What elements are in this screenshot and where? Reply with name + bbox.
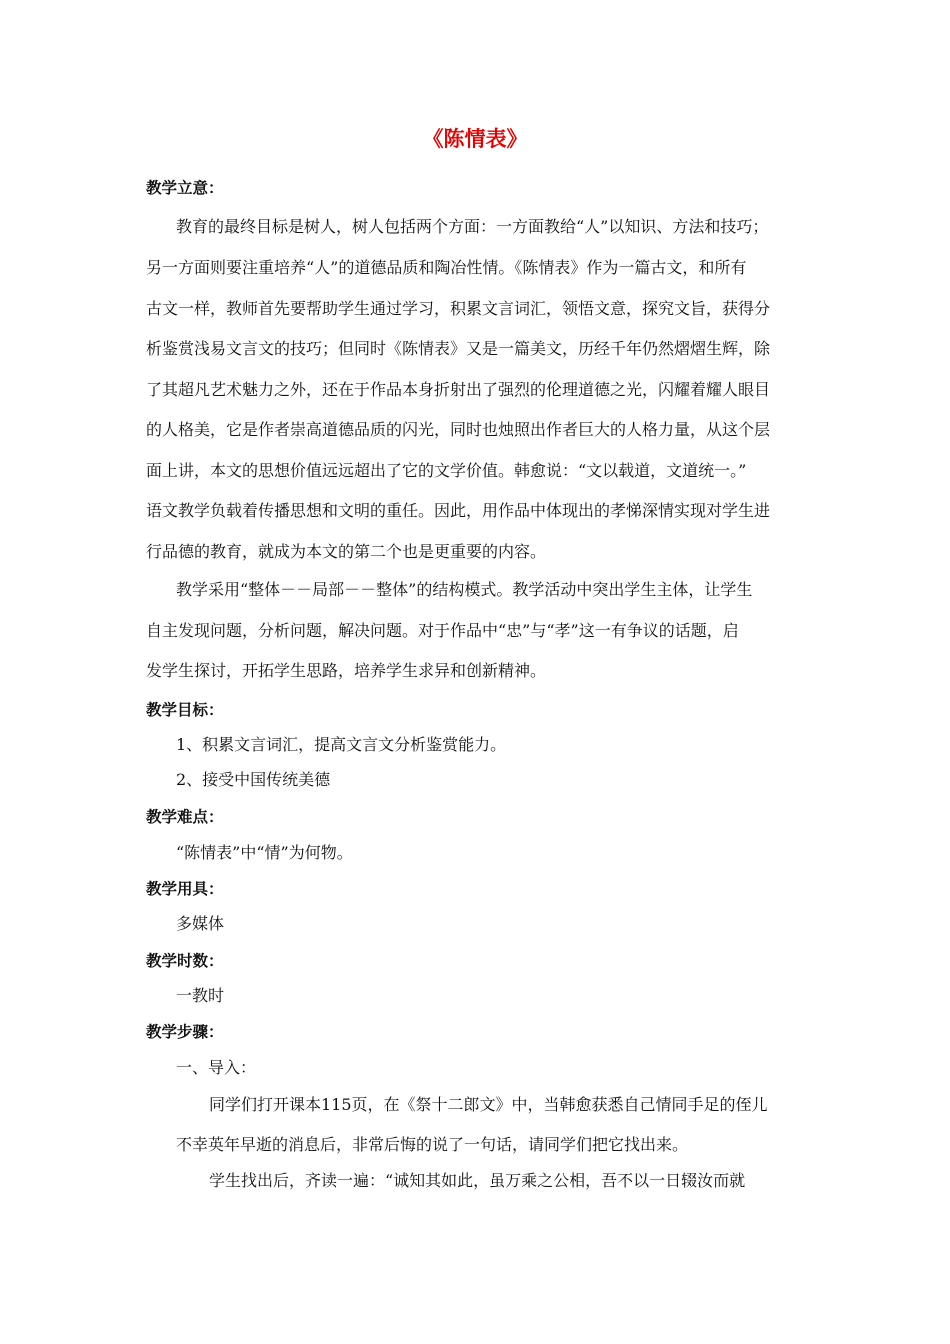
paragraph-line: 了其超凡艺术魅力之外，还在于作品本身折射出了强烈的伦理道德之光，闪耀着耀人眼目 — [146, 380, 771, 399]
paragraph-line: 同学们打开课本115页，在《祭十二郎文》中，当韩愈获悉自己情同手足的侄儿 — [209, 1095, 768, 1114]
document-title: 《陈情表》 — [422, 127, 528, 151]
section-heading-hours: 教学时数： — [146, 952, 224, 970]
section-heading-tools: 教学用具： — [146, 880, 224, 898]
paragraph-line: 析鉴赏浅易文言文的技巧；但同时《陈情表》又是一篇美文，历经千年仍然熠熠生辉，除 — [146, 339, 771, 358]
paragraph-line: 面上讲，本文的思想价值远远超出了它的文学价值。韩愈说：“文以载道，文道统一。” — [146, 461, 747, 480]
section-heading-steps: 教学步骤： — [146, 1023, 224, 1041]
hours-text: 一教时 — [176, 986, 225, 1005]
paragraph-line: 教育的最终目标是树人，树人包括两个方面：一方面教给“人”以知识、方法和技巧； — [176, 217, 769, 236]
difficulty-text: “陈情表”中“情”为何物。 — [176, 843, 353, 862]
paragraph-line: 自主发现问题，分析问题，解决问题。对于作品中“忠”与“孝”这一有争议的话题，启 — [146, 621, 739, 640]
paragraph-line: 古文一样，教师首先要帮助学生通过学习，积累文言词汇，领悟文意，探究文旨，获得分 — [146, 299, 771, 318]
paragraph-line: 行品德的教育，就成为本文的第二个也是更重要的内容。 — [146, 542, 547, 561]
paragraph-line: 学生找出后，齐读一遍：“诚知其如此，虽万乘之公相，吾不以一日辍汝而就 — [209, 1171, 746, 1190]
paragraph-line: 不幸英年早逝的消息后，非常后悔的说了一句话，请同学们把它找出来。 — [176, 1135, 689, 1154]
goal-item: 2、接受中国传统美德 — [176, 770, 331, 789]
paragraph-line: 发学生探讨，开拓学生思路，培养学生求异和创新精神。 — [146, 661, 547, 680]
paragraph-line: 的人格美，它是作者崇高道德品质的闪光，同时也烛照出作者巨大的人格力量，从这个层 — [146, 420, 771, 439]
section-heading-intent: 教学立意： — [146, 179, 224, 197]
goal-item: 1、积累文言词汇，提高文言文分析鉴赏能力。 — [176, 735, 507, 754]
section-heading-difficulty: 教学难点： — [146, 808, 224, 826]
paragraph-line: 教学采用“整体－－局部－－整体”的结构模式。教学活动中突出学生主体，让学生 — [176, 580, 753, 599]
section-heading-goals: 教学目标： — [146, 701, 224, 719]
paragraph-line: 另一方面则要注重培养“人”的道德品质和陶冶性情。《陈情表》作为一篇古文，和所有 — [146, 258, 747, 277]
step-heading: 一、导入： — [176, 1058, 257, 1077]
paragraph-line: 语文教学负载着传播思想和文明的重任。因此，用作品中体现出的孝悌深情实现对学生进 — [146, 501, 771, 520]
tools-text: 多媒体 — [176, 914, 225, 933]
